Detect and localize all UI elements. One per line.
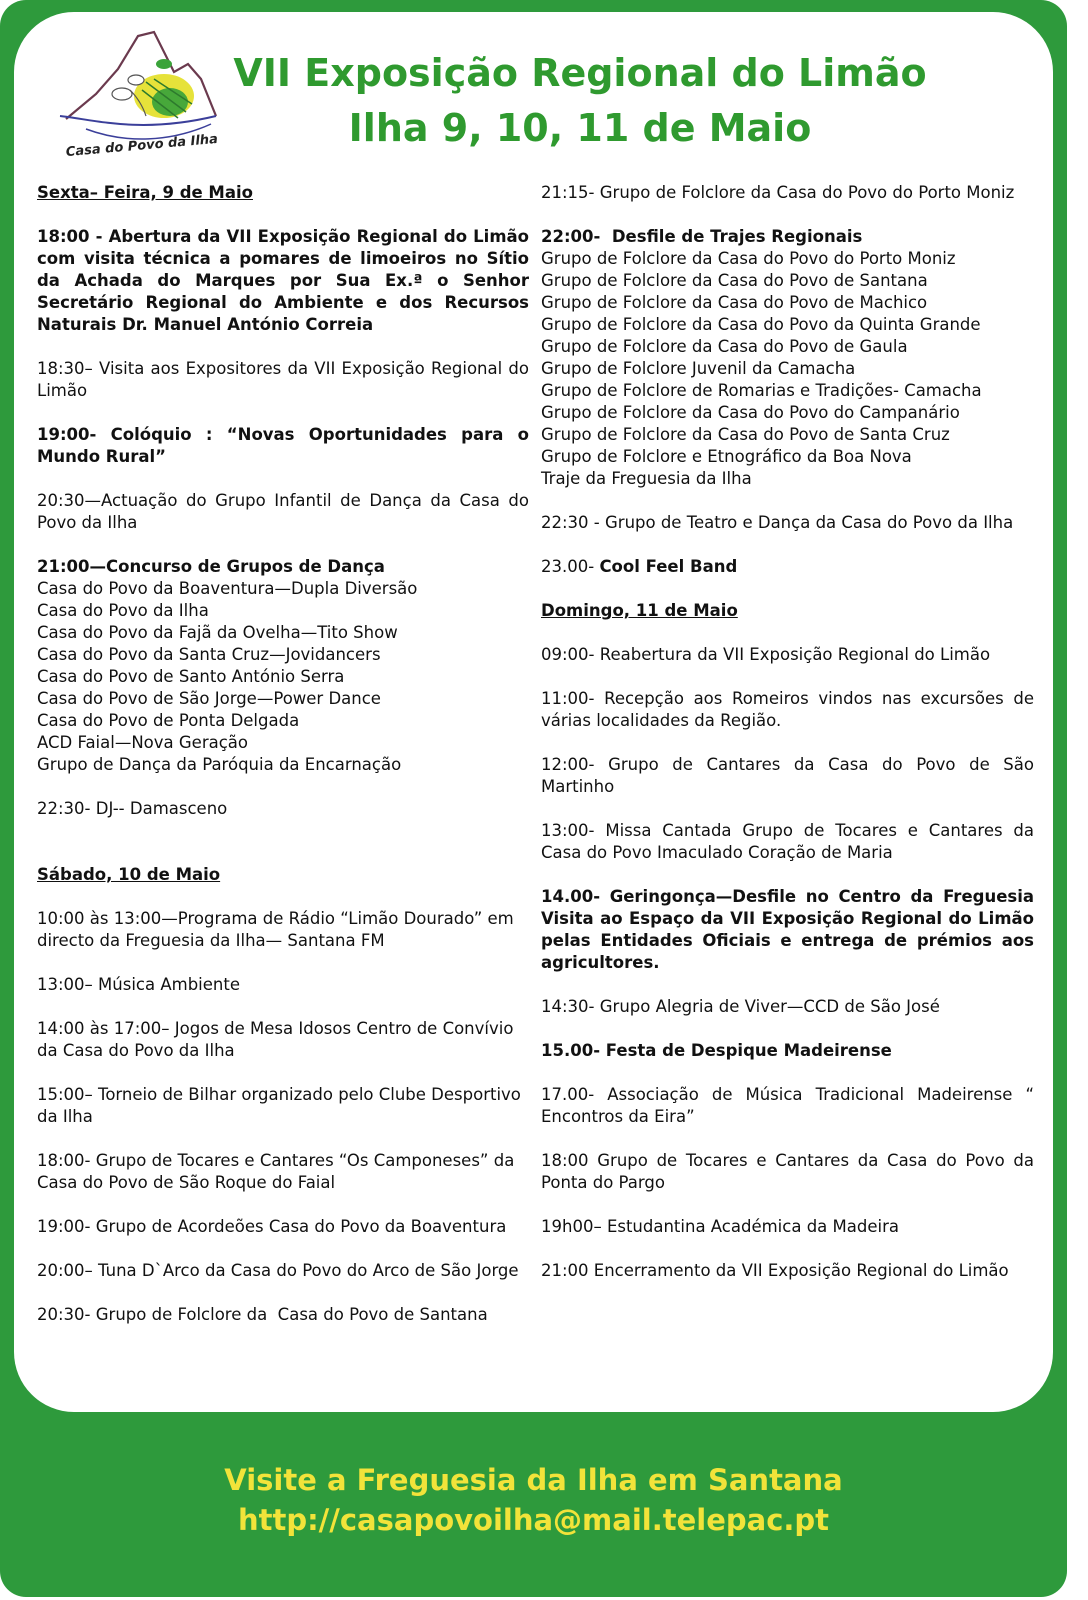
event-folklore-santana: 20:30- Grupo de Folclore da Casa do Povo de Santana bbox=[37, 1305, 488, 1324]
event-cool-feel-band bbox=[541, 556, 1034, 578]
footer-contact-link[interactable]: http://casapovoilha@mail.telepac.pt bbox=[237, 1503, 830, 1537]
list-item: Traje da Freguesia da Ilha bbox=[541, 469, 752, 488]
list-item: Casa do Povo da Santa Cruz—Jovidancers bbox=[37, 645, 381, 664]
event-pilgrims: 11:00- Recepção aos Romeiros vindos nas excursões de várias localidades da Região. bbox=[541, 689, 1034, 730]
event-table-games: 14:00 às 17:00– Jogos de Mesa Idosos Centro de Convívio da Casa do Povo da Ilha bbox=[37, 1019, 514, 1060]
event-billiards: 15:00– Torneio de Bilhar organizado pelo Clube Desportivo da Ilha bbox=[37, 1085, 521, 1126]
day-heading-friday: Sexta– Feira, 9 de Maio bbox=[37, 183, 253, 202]
title-line-2: Ilha 9, 10, 11 de Maio bbox=[348, 106, 812, 150]
list-item: Grupo de Folclore da Casa do Povo da Quinta Grande bbox=[541, 315, 981, 334]
list-item: Grupo de Folclore da Casa do Povo do Campanário bbox=[541, 403, 960, 422]
event-estudantina: 19h00– Estudantina Académica da Madeira bbox=[541, 1217, 899, 1236]
event-cantares-sao-martinho: 12:00- Grupo de Cantares da Casa do Povo de São Martinho bbox=[541, 755, 1034, 796]
left-column bbox=[37, 182, 529, 1348]
event-reopening: 09:00- Reabertura da VII Exposição Regional do Limão bbox=[541, 645, 991, 664]
event-alegria-de-viver: 14:30- Grupo Alegria de Viver—CCD de São José bbox=[541, 997, 940, 1016]
event-tuna: 20:00– Tuna D`Arco da Casa do Povo do Arco de São Jorge bbox=[37, 1261, 519, 1280]
event-accordions: 19:00- Grupo de Acordeões Casa do Povo da Boaventura bbox=[37, 1217, 507, 1236]
event-geringonca: 14.00- Geringonça—Desfile no Centro da Freguesia Visita ao Espaço da VII Exposição Regional do Limão pelas Entidades Oficiais e entrega de prémios aos agricultores. bbox=[541, 887, 1034, 972]
event-folklore-porto-moniz: 21:15- Grupo de Folclore da Casa do Povo do Porto Moniz bbox=[541, 183, 1015, 202]
costume-parade-list bbox=[541, 226, 1034, 490]
event-opening: 18:00 - Abertura da VII Exposição Regional do Limão com visita técnica a pomares de limoeiros no Sítio da Achada do Marques por Sua Ex.ª o Senhor Secretário Regional do Ambiente e dos Recursos Naturais Dr. Manuel António Correia bbox=[37, 227, 529, 334]
event-children-dance: 20:30—Actuação do Grupo Infantil de Dança da Casa do Povo da Ilha bbox=[37, 491, 529, 532]
day-heading-sunday: Domingo, 11 de Maio bbox=[541, 601, 738, 620]
event-colloquium: 19:00- Colóquio : “Novas Oportunidades para o Mundo Rural” bbox=[37, 425, 529, 466]
band-time: 23.00- bbox=[541, 557, 595, 576]
event-encontros-da-eira: 17.00- Associação de Música Tradicional Madeirense “ Encontros da Eira” bbox=[541, 1085, 1034, 1126]
list-item: Casa do Povo da Ilha bbox=[37, 601, 209, 620]
dance-contest-heading: 21:00—Concurso de Grupos de Dança bbox=[37, 557, 385, 576]
event-dj: 22:30- DJ-- Damasceno bbox=[37, 799, 228, 818]
list-item: Casa do Povo da Boaventura—Dupla Diversão bbox=[37, 579, 418, 598]
list-item: Grupo de Folclore da Casa do Povo de Gaula bbox=[541, 337, 908, 356]
event-despique: 15.00- Festa de Despique Madeirense bbox=[541, 1041, 892, 1060]
list-item: Grupo de Folclore da Casa do Povo de Santana bbox=[541, 271, 928, 290]
event-ponta-do-pargo: 18:00 Grupo de Tocares e Cantares da Casa do Povo da Ponta do Pargo bbox=[541, 1151, 1034, 1192]
event-ambient-music: 13:00– Música Ambiente bbox=[37, 975, 240, 994]
day-heading-saturday: Sábado, 10 de Maio bbox=[37, 865, 221, 884]
footer-visit-text: Visite a Freguesia da Ilha em Santana bbox=[224, 1463, 843, 1497]
event-radio: 10:00 às 13:00—Programa de Rádio “Limão Dourado” em directo da Freguesia da Ilha— Santana FM bbox=[37, 909, 514, 950]
event-os-camponeses: 18:00- Grupo de Tocares e Cantares “Os Camponeses” da Casa do Povo de São Roque do Faial bbox=[37, 1151, 515, 1192]
event-theatre-dance: 22:30 - Grupo de Teatro e Dança da Casa do Povo da Ilha bbox=[541, 513, 1014, 532]
list-item: Grupo de Folclore e Etnográfico da Boa Nova bbox=[541, 447, 912, 466]
dance-contest-list bbox=[37, 556, 529, 776]
list-item: Grupo de Folclore da Casa do Povo de Santa Cruz bbox=[541, 425, 950, 444]
title-line-1: VII Exposição Regional do Limão bbox=[233, 51, 927, 95]
band-name: Cool Feel Band bbox=[599, 557, 738, 576]
list-item: Grupo de Folclore da Casa do Povo do Porto Moniz bbox=[541, 249, 956, 268]
event-closing: 21:00 Encerramento da VII Exposição Regional do Limão bbox=[541, 1261, 1009, 1280]
list-item: Grupo de Dança da Paróquia da Encarnação bbox=[37, 755, 402, 774]
event-mass: 13:00- Missa Cantada Grupo de Tocares e Cantares da Casa do Povo Imaculado Coração de Maria bbox=[541, 821, 1034, 862]
list-item: ACD Faial—Nova Geração bbox=[37, 733, 249, 752]
list-item: Casa do Povo de Ponta Delgada bbox=[37, 711, 300, 730]
right-column bbox=[541, 182, 1034, 1304]
costume-parade-heading: 22:00- Desfile de Trajes Regionais bbox=[541, 227, 863, 246]
page-title bbox=[225, 46, 935, 156]
list-item: Casa do Povo de Santo António Serra bbox=[37, 667, 345, 686]
list-item: Grupo de Folclore da Casa do Povo de Machico bbox=[541, 293, 928, 312]
list-item: Grupo de Folclore de Romarias e Tradições- Camacha bbox=[541, 381, 982, 400]
list-item: Grupo de Folclore Juvenil da Camacha bbox=[541, 359, 856, 378]
event-visit-exhibitors: 18:30– Visita aos Expositores da VII Exposição Regional do Limão bbox=[37, 359, 529, 400]
svg-text:Casa do Povo da Ilha: Casa do Povo da Ilha bbox=[65, 131, 219, 161]
casa-do-povo-logo bbox=[46, 24, 226, 174]
list-item: Casa do Povo de São Jorge—Power Dance bbox=[37, 689, 381, 708]
list-item: Casa do Povo da Fajã da Ovelha—Tito Show bbox=[37, 623, 398, 642]
